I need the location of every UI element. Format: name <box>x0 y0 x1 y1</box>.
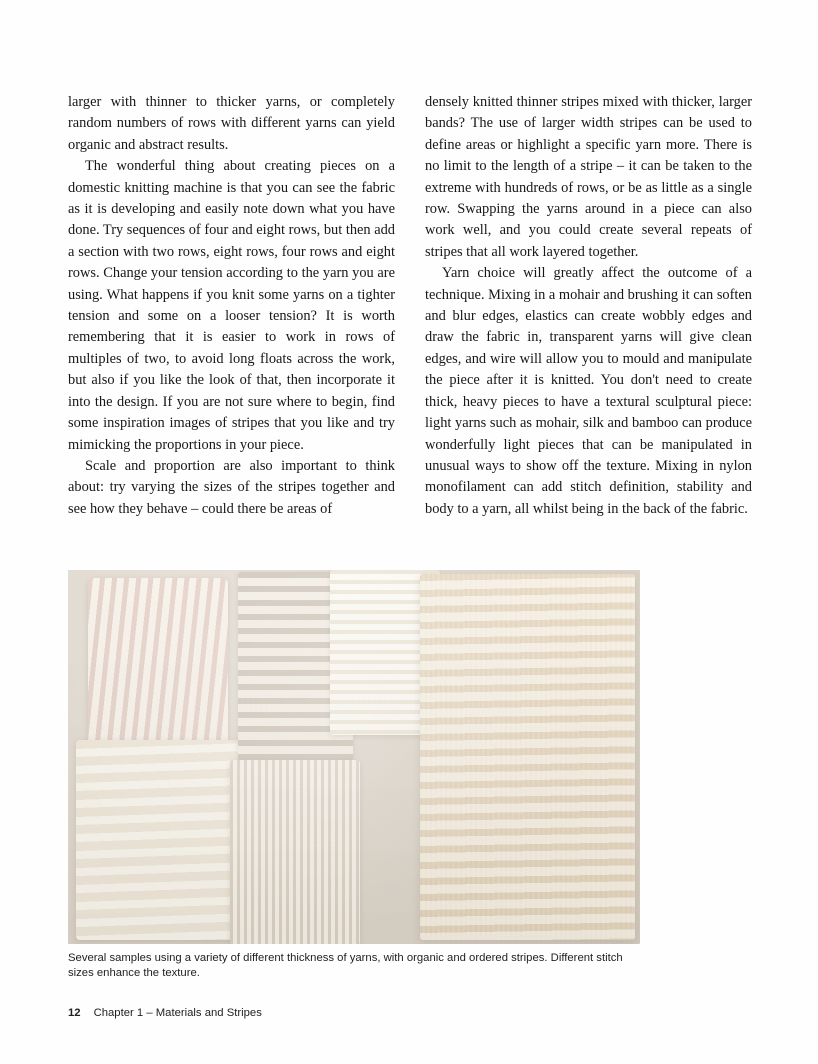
page-number: 12 <box>68 1007 81 1019</box>
figure-photograph <box>68 570 640 944</box>
right-column <box>425 92 752 520</box>
paragraph: Yarn choice will greatly affect the outcome of a technique. Mixing in a mohair and brushing it can soften and blur edges, elastics can create wobbly edges and draw the fabric in, transparent yarns will give clean edges, and wire will allow you to mould and manipulate the piece after it is knitted. You don't need to create thick, heavy pieces to have a textural sculptural piece: light yarns such as mohair, silk and bamboo can produce wonderfully light pieces that can be manipulated in unusual ways to show off the texture. Mixing in nylon monofilament can add stitch definition, stability and body to a yarn, all whilst being in the back of the fabric. <box>425 265 752 517</box>
page-footer <box>68 1007 262 1019</box>
photo-lighting-overlay <box>68 570 640 944</box>
paragraph: The wonderful thing about creating pieces on a domestic knitting machine is that you can see the fabric as it is developing and easily note down what you have done. Try sequences of four and eight rows, but then add a section with two rows, eight rows, four rows and eight rows. Change your tension according to the yarn you are using. What happens if you knit some yarns on a tighter tension and some on a looser tension? It is worth remembering that it is easier to work in rows of multiples of two, to avoid long floats across the work, but also if you like the look of that, then incorporate it into the design. If you are not sure where to begin, find some inspiration images of stripes that you like and try mimicking the proportions in your piece. <box>68 158 395 453</box>
knitted-swatches-photo <box>68 570 640 944</box>
paragraph: larger with thinner to thicker yarns, or completely random numbers of rows with different yarns can yield organic and abstract results. <box>68 94 395 153</box>
paragraph: Scale and proportion are also important to think about: try varying the sizes of the stripes together and see how they behave – could there be areas of <box>68 457 395 517</box>
body-text-columns <box>68 92 752 520</box>
running-chapter-title: Chapter 1 – Materials and Stripes <box>93 1007 262 1019</box>
figure-caption: Several samples using a variety of different thickness of yarns, with organic and ordered stripes. Different stitch sizes enhance the texture. <box>68 952 623 979</box>
left-column <box>68 92 395 520</box>
paragraph: densely knitted thinner stripes mixed with thicker, larger bands? The use of larger width stripes can be used to define areas or highlight a specific yarn more. There is no limit to the length of a stripe – it can be taken to the extreme with hundreds of rows, or be as little as a single row. Swapping the yarns around in a piece can also work well, and you could create several repeats of stripes that all work layered together. <box>425 94 752 260</box>
